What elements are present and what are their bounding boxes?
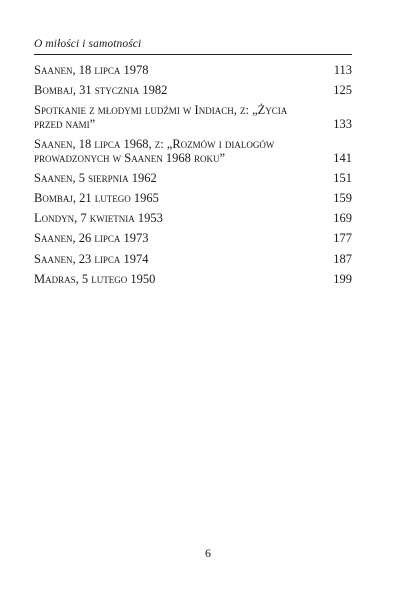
header-rule bbox=[34, 54, 352, 55]
running-header: O miłości i samotności bbox=[34, 38, 142, 50]
toc-entry-page: 199 bbox=[333, 271, 352, 286]
toc-entry-title: Saanen, 18 lipca 1978 bbox=[34, 63, 149, 77]
toc-entry bbox=[34, 192, 352, 206]
toc-entry bbox=[34, 253, 352, 267]
toc-entry bbox=[34, 64, 352, 78]
toc-entry bbox=[34, 104, 352, 131]
toc-entry bbox=[34, 138, 352, 165]
toc-entry-page: 151 bbox=[333, 170, 352, 185]
toc-entry-page: 187 bbox=[333, 251, 352, 266]
toc-entry-title: Spotkanie z młodymi ludźmi w Indiach, z: „Życia przed nami” bbox=[34, 103, 288, 131]
toc-entry-page: 141 bbox=[333, 150, 352, 165]
toc-entry-page: 125 bbox=[333, 83, 352, 98]
page-number: 6 bbox=[205, 546, 211, 560]
toc-entry-page: 133 bbox=[333, 116, 352, 131]
toc-entry-title: Saanen, 5 sierpnia 1962 bbox=[34, 170, 157, 185]
toc-entry bbox=[34, 232, 352, 246]
toc-entry bbox=[34, 212, 352, 226]
toc-entry-title: Madras, 5 lutego 1950 bbox=[34, 271, 156, 286]
toc-entry-page: 113 bbox=[333, 63, 352, 77]
toc-entry bbox=[34, 273, 352, 287]
toc-entry-title: Saanen, 18 lipca 1968, z: „Rozmów i dialogów prowadzonych w Saanen 1968 roku” bbox=[34, 137, 275, 165]
toc-entry bbox=[34, 172, 352, 186]
toc-entry-page: 159 bbox=[333, 190, 352, 205]
toc-entry-title: Bombaj, 31 stycznia 1982 bbox=[34, 83, 168, 98]
toc-entry-page: 169 bbox=[333, 211, 352, 226]
table-of-contents bbox=[34, 64, 352, 293]
toc-entry-page: 177 bbox=[333, 231, 352, 246]
toc-entry-title: Saanen, 26 lipca 1973 bbox=[34, 231, 149, 246]
toc-entry-title: Bombaj, 21 lutego 1965 bbox=[34, 190, 159, 205]
toc-entry-title: Londyn, 7 kwietnia 1953 bbox=[34, 211, 163, 226]
toc-entry bbox=[34, 84, 352, 98]
toc-entry-title: Saanen, 23 lipca 1974 bbox=[34, 251, 149, 266]
